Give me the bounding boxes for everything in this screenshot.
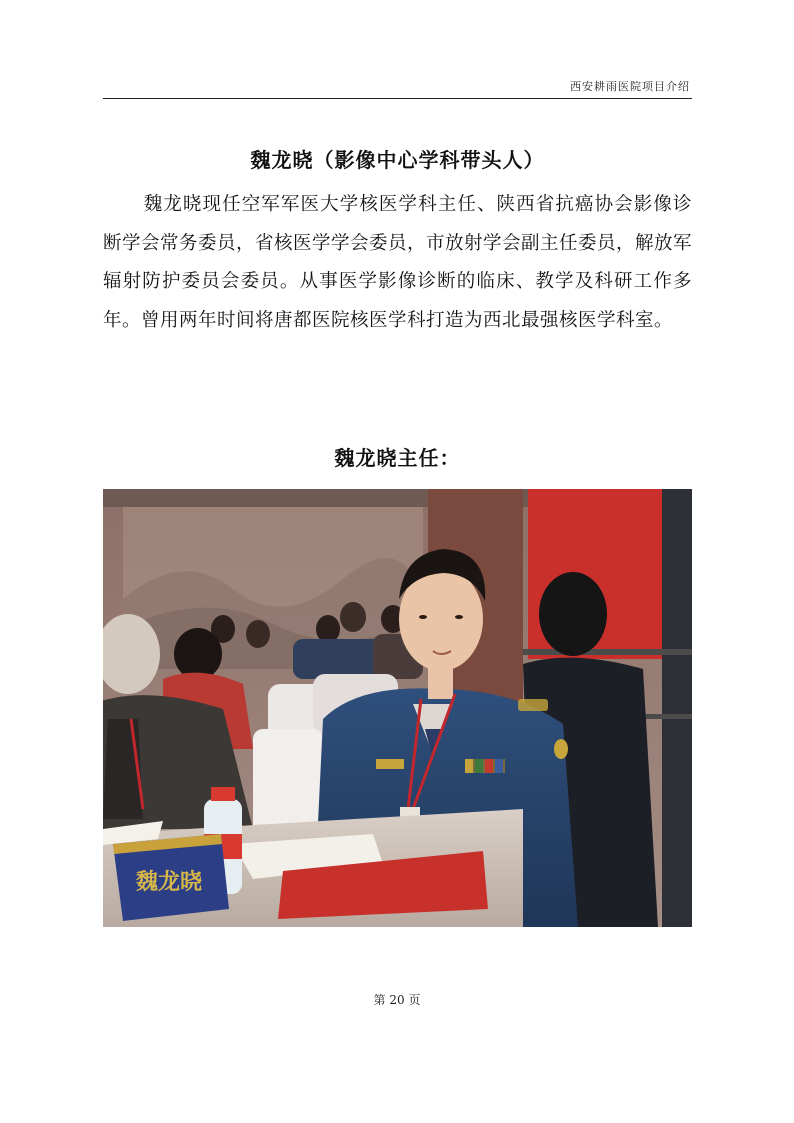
nameplate-text: 魏龙晓 [135, 869, 203, 895]
page-header [103, 78, 692, 99]
page-number: 第 20 页 [373, 993, 421, 1007]
conference-photo [103, 489, 692, 927]
section-title: 魏龙晓（影像中心学科带头人） [250, 148, 545, 172]
header-title: 西安耕雨医院项目介绍 [570, 80, 690, 93]
photo-caption-title: 魏龙晓主任： [334, 446, 461, 470]
bio-paragraph: 魏龙晓现任空军军医大学核医学科主任、陕西省抗癌协会影像诊断学会常务委员，省核医学学会委员，市放射学会副主任委员，解放军辐射防护委员会委员。从事医学影像诊断的临床、教学及科研工作多年。曾用两年时间将唐都医院核医学科打造为西北最强核医学科室。 [103, 194, 693, 331]
